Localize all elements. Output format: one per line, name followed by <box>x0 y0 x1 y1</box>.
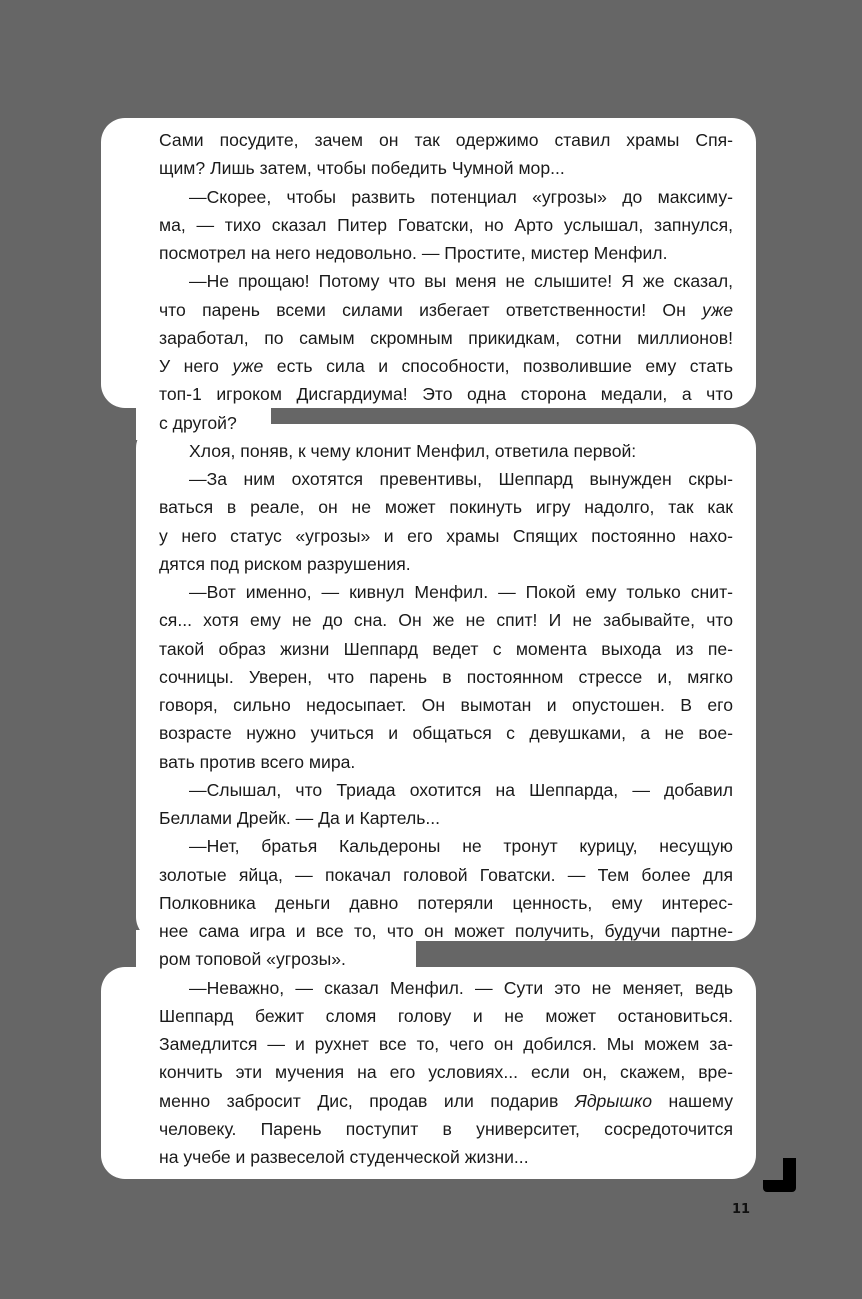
text-line <box>159 239 733 267</box>
text-run: —Нет, братья Кальдероны не тронут курицу, несущую <box>189 836 733 857</box>
text-run: менно забросит Дис, продав или подарив <box>159 1090 575 1111</box>
text-run: топ-1 игроком Дисгардиума! Это одна сторона медали, а что <box>159 384 733 405</box>
text-run: Беллами Дрейк. — Да и Картель... <box>159 808 441 828</box>
text-run: ром топовой «угрозы». <box>159 949 346 970</box>
page-number: 11 <box>731 1202 751 1217</box>
italic-run: Ядрышко <box>574 1090 652 1111</box>
text-line <box>159 296 733 324</box>
text-line <box>159 974 733 1002</box>
text-line <box>159 126 733 154</box>
text-line <box>159 352 733 380</box>
book-text <box>159 126 733 1171</box>
text-run: говоря, сильно недосыпает. Он вымотан и опустошен. В его <box>159 695 733 715</box>
text-line <box>159 606 733 634</box>
text-run: сочницы. Уверен, что парень в постоянном стрессе и, мягко <box>159 666 733 687</box>
text-run: —За ним охотятся превентивы, Шеппард вынужден скры- <box>189 469 733 489</box>
text-line <box>159 522 733 550</box>
text-line <box>159 719 733 747</box>
text-run: нее сама игра и все то, что он может получить, будучи партне- <box>159 921 733 941</box>
text-line <box>159 832 733 860</box>
text-run: дятся под риском разрушения. <box>159 553 411 574</box>
text-line <box>159 945 733 973</box>
text-line <box>159 1143 733 1171</box>
text-run: ся... хотя ему не до сна. Он же не спит! И не забывайте, что <box>159 610 733 631</box>
text-run: вать против всего мира. <box>159 751 356 772</box>
text-line <box>159 465 733 493</box>
text-line <box>159 1058 733 1086</box>
text-run: золотые яйца, — покачал головой Говатски. — Тем более для <box>159 864 733 885</box>
text-line <box>159 804 733 832</box>
text-run: есть сила и способности, позволившие ему стать <box>263 356 733 376</box>
text-line <box>159 917 733 945</box>
text-run: Хлоя, поняв, к чему клонит Менфил, ответила первой: <box>189 440 637 461</box>
text-run: нашему <box>651 1090 733 1111</box>
text-line <box>159 380 733 408</box>
text-line <box>159 691 733 719</box>
text-run: У него <box>159 356 233 376</box>
text-line <box>159 267 733 295</box>
corner-ornament-icon <box>763 1158 796 1192</box>
text-line <box>159 748 733 776</box>
text-run: —Вот именно, — кивнул Менфил. — Покой ему только снит- <box>189 582 733 602</box>
text-line <box>159 889 733 917</box>
text-run: —Не прощаю! Потому что вы меня не слышите! Я же сказал, <box>189 271 733 292</box>
text-line <box>159 776 733 804</box>
text-line <box>159 1030 733 1058</box>
text-run: Полковника деньги давно потеряли ценность, ему интерес- <box>159 892 733 913</box>
text-run: возрасте нужно учиться и общаться с девушками, а не вое- <box>159 723 733 744</box>
text-line <box>159 578 733 606</box>
text-line <box>159 1087 733 1115</box>
text-line <box>159 324 733 352</box>
text-run: с другой? <box>159 412 237 433</box>
text-line <box>159 550 733 578</box>
text-run: ма, — тихо сказал Питер Говатски, но Арто услышал, запнулся, <box>159 214 733 235</box>
text-line <box>159 861 733 889</box>
text-line <box>159 1115 733 1143</box>
text-run: у него статус «угрозы» и его храмы Спящих постоянно нахо- <box>159 525 733 546</box>
text-line <box>159 211 733 239</box>
text-run: кончить эти мучения на его условиях... если он, скажем, вре- <box>159 1062 733 1083</box>
text-run: Замедлится — и рухнет все то, чего он добился. Мы можем за- <box>159 1034 733 1054</box>
italic-run: уже <box>702 299 733 320</box>
text-line <box>159 409 733 437</box>
text-run: —Скорее, чтобы развить потенциал «угрозы» до максиму- <box>189 186 733 207</box>
text-run: ваться в реале, он не может покинуть игру надолго, так как <box>159 497 733 518</box>
text-run: заработал, по самым скромным прикидкам, сотни миллионов! <box>159 327 733 348</box>
text-run: что парень всеми силами избегает ответственности! Он <box>159 299 703 320</box>
text-line <box>159 1002 733 1030</box>
text-line <box>159 154 733 182</box>
text-run: посмотрел на него недовольно. — Простите, мистер Менфил. <box>159 243 668 263</box>
text-run: Шеппард бежит сломя голову и не может остановиться. <box>159 1005 733 1026</box>
text-run: на учебе и развеселой студенческой жизни... <box>159 1147 529 1167</box>
text-line <box>159 493 733 521</box>
text-run: щим? Лишь затем, чтобы победить Чумной мор... <box>159 158 565 179</box>
text-line <box>159 437 733 465</box>
text-line <box>159 635 733 663</box>
text-run: такой образ жизни Шеппард ведет с момента выхода из пе- <box>159 638 733 659</box>
text-run: человеку. Парень поступит в университет, сосредоточится <box>159 1118 733 1139</box>
text-line <box>159 183 733 211</box>
text-run: —Неважно, — сказал Менфил. — Сути это не меняет, ведь <box>189 977 733 998</box>
text-line <box>159 663 733 691</box>
text-run: —Слышал, что Триада охотится на Шеппарда, — добавил <box>189 779 733 800</box>
italic-run: уже <box>232 356 264 376</box>
text-run: Сами посудите, зачем он так одержимо ставил храмы Спя- <box>159 130 733 150</box>
